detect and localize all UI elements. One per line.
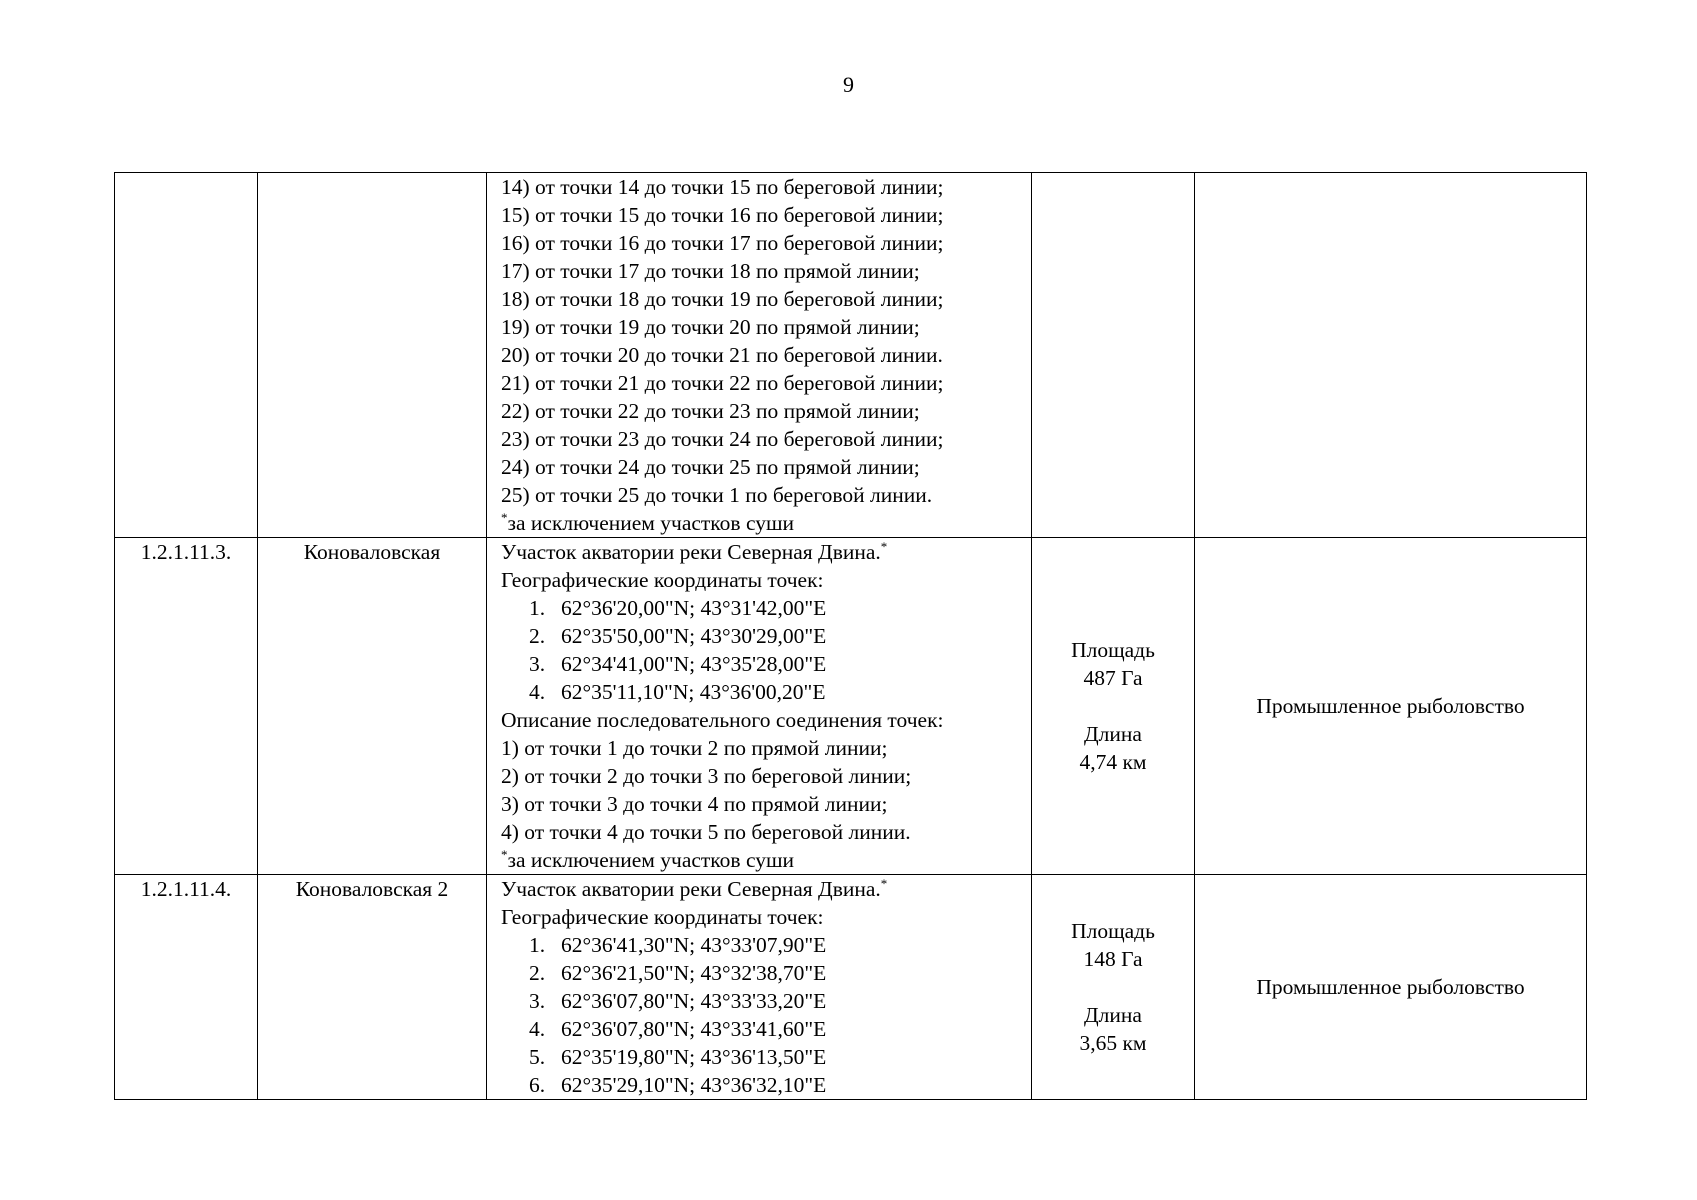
- coordinate-index: 4.: [529, 1017, 546, 1041]
- connection-line: 15) от точки 15 до точки 16 по береговой линии;: [501, 203, 944, 227]
- coordinate-index: 4.: [529, 680, 546, 704]
- coordinate-value: 62°35'50,00"N; 43°30'29,00"E: [561, 624, 827, 648]
- coordinate-index: 1.: [529, 596, 546, 620]
- row-measure-cell: [1032, 538, 1195, 875]
- table-row: [115, 875, 1587, 1100]
- row-name-cell: [258, 173, 487, 538]
- coords-title: Географические координаты точек:: [501, 568, 824, 592]
- area-value: 148 Га: [1083, 947, 1143, 971]
- table-row: [115, 173, 1587, 538]
- area-heading-text: Участок акватории реки Северная Двина.: [501, 877, 881, 901]
- coordinate-value: 62°36'21,50"N; 43°32'38,70"E: [561, 961, 827, 985]
- page-number: 9: [843, 72, 854, 97]
- connection-line: 23) от точки 23 до точки 24 по береговой линии;: [501, 427, 944, 451]
- coordinate-item: [501, 1071, 1025, 1099]
- area-label: Площадь: [1071, 919, 1155, 943]
- connection-title: Описание последовательного соединения точек:: [501, 708, 944, 732]
- row-description-cell: [487, 173, 1032, 538]
- footnote-marker: *: [880, 538, 888, 554]
- row-number-cell: 1.2.1.11.4.: [115, 875, 258, 1100]
- coordinate-index: 2.: [529, 624, 546, 648]
- footnote: [501, 509, 1025, 537]
- coordinate-value: 62°36'07,80"N; 43°33'33,20"E: [561, 989, 827, 1013]
- connection-line: 19) от точки 19 до точки 20 по прямой линии;: [501, 315, 920, 339]
- coordinate-item: [501, 594, 1025, 622]
- coordinate-index: 5.: [529, 1045, 546, 1069]
- connection-line: 3) от точки 3 до точки 4 по прямой линии;: [501, 792, 888, 816]
- coords-title: Географические координаты точек:: [501, 905, 824, 929]
- length-value: 4,74 км: [1079, 750, 1147, 774]
- footnote-text: за исключением участков суши: [507, 511, 795, 535]
- row-number-cell: [115, 173, 258, 538]
- coordinate-item: [501, 1043, 1025, 1071]
- connection-line: 25) от точки 25 до точки 1 по береговой линии.: [501, 483, 933, 507]
- coordinate-index: 3.: [529, 989, 546, 1013]
- row-usage-cell: [1195, 173, 1587, 538]
- area-heading: [501, 875, 1025, 903]
- row-measure-cell: [1032, 173, 1195, 538]
- connection-line: 18) от точки 18 до точки 19 по береговой линии;: [501, 287, 944, 311]
- coordinate-index: 1.: [529, 933, 546, 957]
- coordinate-item: [501, 1015, 1025, 1043]
- coordinate-index: 2.: [529, 961, 546, 985]
- row-usage-cell: Промышленное рыболовство: [1195, 875, 1587, 1100]
- row-description-cell: [487, 875, 1032, 1100]
- length-label: Длина: [1084, 1003, 1142, 1027]
- coordinate-value: 62°36'20,00"N; 43°31'42,00"E: [561, 596, 827, 620]
- area-value: 487 Га: [1083, 666, 1143, 690]
- footnote: [501, 846, 1025, 874]
- footnote-marker: *: [501, 846, 508, 862]
- coordinate-index: 3.: [529, 652, 546, 676]
- connection-line: 20) от точки 20 до точки 21 по береговой линии.: [501, 343, 943, 367]
- footnote-marker: *: [501, 509, 508, 525]
- table-row: [115, 538, 1587, 875]
- area-label: Площадь: [1071, 638, 1155, 662]
- connection-line: 16) от точки 16 до точки 17 по береговой линии;: [501, 231, 944, 255]
- row-number-cell: 1.2.1.11.3.: [115, 538, 258, 875]
- connection-line: 24) от точки 24 до точки 25 по прямой линии;: [501, 455, 920, 479]
- coordinate-item: [501, 650, 1025, 678]
- coordinate-item: [501, 987, 1025, 1015]
- row-name-cell: Коноваловская 2: [258, 875, 487, 1100]
- coordinate-value: 62°36'41,30"N; 43°33'07,90"E: [561, 933, 827, 957]
- row-usage-cell: Промышленное рыболовство: [1195, 538, 1587, 875]
- coordinate-value: 62°34'41,00"N; 43°35'28,00"E: [561, 652, 827, 676]
- length-value: 3,65 км: [1079, 1031, 1147, 1055]
- coordinate-item: [501, 622, 1025, 650]
- coordinate-index: 6.: [529, 1073, 546, 1097]
- coordinate-value: 62°35'19,80"N; 43°36'13,50"E: [561, 1045, 827, 1069]
- coordinate-item: [501, 959, 1025, 987]
- coordinate-item: [501, 678, 1025, 706]
- coordinate-item: [501, 931, 1025, 959]
- connection-line: 4) от точки 4 до точки 5 по береговой линии.: [501, 820, 911, 844]
- footnote-marker: *: [880, 875, 888, 891]
- connection-line: 2) от точки 2 до точки 3 по береговой линии;: [501, 764, 912, 788]
- area-heading: [501, 538, 1025, 566]
- area-heading-text: Участок акватории реки Северная Двина.: [501, 540, 881, 564]
- coordinate-value: 62°35'29,10"N; 43°36'32,10"E: [561, 1073, 827, 1097]
- coordinate-value: 62°36'07,80"N; 43°33'41,60"E: [561, 1017, 827, 1041]
- fishing-areas-table: [114, 172, 1587, 1100]
- connection-line: 22) от точки 22 до точки 23 по прямой линии;: [501, 399, 920, 423]
- connection-line: 14) от точки 14 до точки 15 по береговой линии;: [501, 175, 944, 199]
- coordinate-value: 62°35'11,10"N; 43°36'00,20"E: [561, 680, 826, 704]
- row-description-cell: [487, 538, 1032, 875]
- length-label: Длина: [1084, 722, 1142, 746]
- row-measure-cell: [1032, 875, 1195, 1100]
- connection-line: 21) от точки 21 до точки 22 по береговой линии;: [501, 371, 944, 395]
- connection-line: 17) от точки 17 до точки 18 по прямой линии;: [501, 259, 920, 283]
- connection-line: 1) от точки 1 до точки 2 по прямой линии;: [501, 736, 888, 760]
- footnote-text: за исключением участков суши: [507, 848, 795, 872]
- row-name-cell: Коноваловская: [258, 538, 487, 875]
